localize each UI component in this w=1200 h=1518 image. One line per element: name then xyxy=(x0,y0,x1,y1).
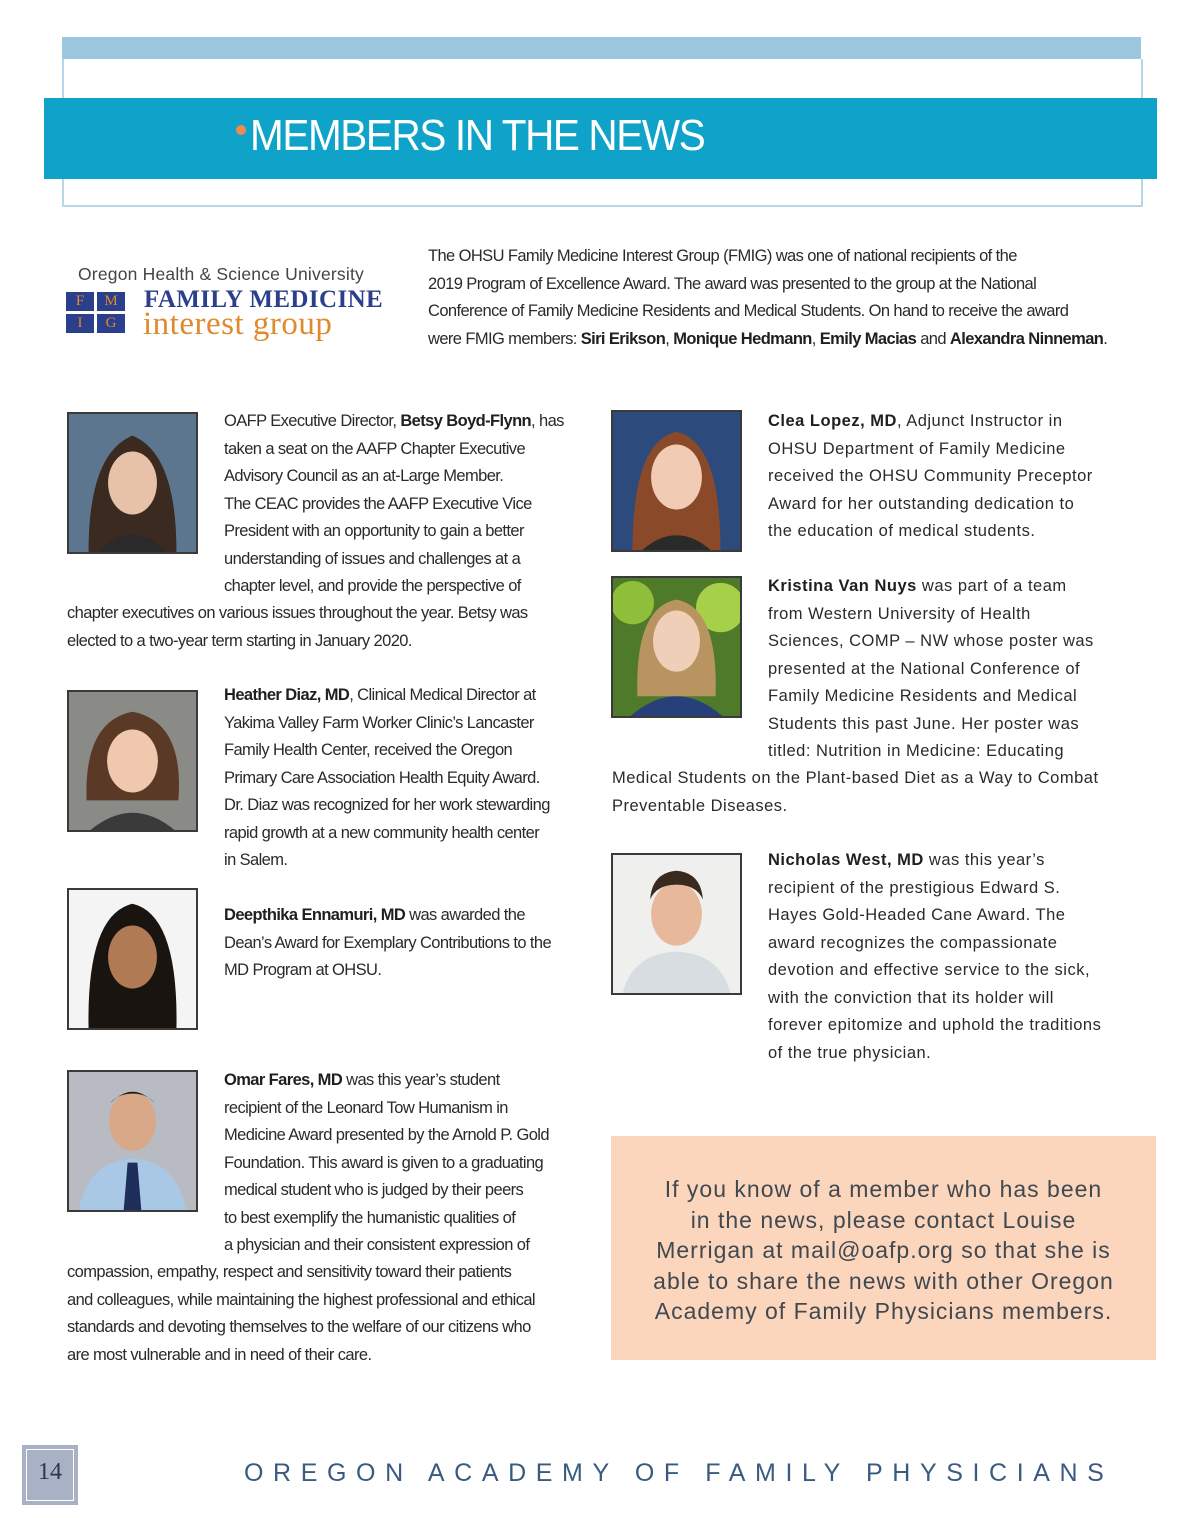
contact-note-box xyxy=(611,1136,1156,1360)
logo-letter-grid xyxy=(66,292,126,334)
betsy-story-top: OAFP Executive Director, Betsy Boyd-Flynn, has taken a seat on the AAFP Chapter Executive Advisory Council as an at-Large Member. The CEAC provides the AAFP Executive Vice President with an opportunity to gain a better understanding of issues and challenges at a chapter level, and provide the perspective of xyxy=(224,412,564,595)
photo-deepthika xyxy=(67,888,198,1030)
photo-omar xyxy=(67,1070,198,1212)
heather-story: Heather Diaz, MD, Clinical Medical Director at Yakima Valley Farm Worker Clinic’s Lancaster Family Health Center, received the Oregon Primary Care Association Health Equity Award. Dr. Diaz was recognized for her work stewarding rapid growth at a new community health center in Salem. xyxy=(224,686,550,869)
logo-letter: M xyxy=(97,292,125,311)
fmig-story-line: Conference of Family Medicine Residents and Medical Students. On hand to receive the award xyxy=(428,302,1069,320)
kristina-story-bottom: Medical Students on the Plant-based Diet as a Way to Combat Preventable Diseases. xyxy=(612,769,1099,815)
fmig-story-line: were FMIG members: Siri Erikson, Monique Hedmann, Emily Macias and Alexandra Ninneman. xyxy=(428,329,1108,348)
logo-interest-group: interest group xyxy=(143,306,333,342)
page-number-box xyxy=(22,1445,78,1505)
footer-title: OREGON ACADEMY OF FAMILY PHYSICIANS xyxy=(244,1459,1114,1487)
contact-note-text: If you know of a member who has been in the news, please contact Louise Merrigan at mail@oafp.org so that she is able to share the news with other Oregon Academy of Family Physicians members. xyxy=(653,1176,1114,1324)
omar-story-top: Omar Fares, MD was this year’s student recipient of the Leonard Tow Humanism in Medicine Award presented by the Arnold P. Gold Foundation. This award is given to a graduating medical student who is judged by their peers to best exemplify the humanistic qualities of a physician and their consistent expression of xyxy=(224,1071,549,1254)
logo-letter: F xyxy=(66,292,94,311)
logo-university-name: Oregon Health & Science University xyxy=(78,264,364,284)
header-bullet-icon xyxy=(236,125,246,135)
page-number: 14 xyxy=(38,1459,62,1485)
betsy-story-bottom: chapter executives on various issues throughout the year. Betsy was elected to a two-year term starting in January 2020. xyxy=(67,604,528,650)
member-name: Clea Lopez, MD xyxy=(768,412,897,430)
fmig-logo xyxy=(66,262,412,344)
member-name: Kristina Van Nuys xyxy=(768,577,917,595)
kristina-story-top: Kristina Van Nuys was part of a team from Western University of Health Sciences, COMP – NW whose poster was presented at the National Conference of Family Medicine Residents and Medical Students this past June. Her poster was titled: Nutrition in Medicine: Educating xyxy=(768,577,1094,760)
logo-letter: G xyxy=(97,314,125,333)
member-name: Emily Macias xyxy=(819,329,917,348)
clea-story: Clea Lopez, MD, Adjunct Instructor in OHSU Department of Family Medicine received the OHSU Community Preceptor Award for her outstanding dedication to the education of medical students. xyxy=(768,412,1093,540)
header-top-strip xyxy=(62,37,1141,59)
member-name: Monique Hedmann xyxy=(673,329,812,348)
member-name: Alexandra Ninneman xyxy=(949,329,1104,348)
member-name: Omar Fares, MD xyxy=(224,1071,343,1089)
photo-nicholas xyxy=(611,853,742,995)
photo-clea xyxy=(611,410,742,552)
deepthika-story: Deepthika Ennamuri, MD was awarded the Dean’s Award for Exemplary Contributions to the MD Program at OHSU. xyxy=(224,906,552,979)
logo-letter: I xyxy=(66,314,94,333)
photo-kristina xyxy=(611,576,742,718)
photo-heather xyxy=(67,690,198,832)
omar-story-bottom: compassion, empathy, respect and sensitivity toward their patients and colleagues, while maintaining the highest professional and ethical standards and devoting themselves to the welfare of our citizens who are most vulnerable and in need of their care. xyxy=(67,1263,536,1364)
member-name: Betsy Boyd-Flynn xyxy=(400,412,532,430)
member-name: Deepthika Ennamuri, MD xyxy=(224,906,406,924)
member-name: Heather Diaz, MD xyxy=(224,686,350,704)
page-title: MEMBERS IN THE NEWS xyxy=(250,111,705,160)
nicholas-story: Nicholas West, MD was this year’s recipient of the prestigious Edward S. Hayes Gold-Headed Cane Award. The award recognizes the compassionate devotion and effective service to the sick, with the conviction that its holder will forever epitomize and uphold the traditions of the true physician. xyxy=(768,851,1102,1062)
fmig-story-line: The OHSU Family Medicine Interest Group (FMIG) was one of national recipients of the xyxy=(428,247,1017,265)
photo-betsy xyxy=(67,412,198,554)
fmig-story xyxy=(428,243,1168,353)
member-name: Nicholas West, MD xyxy=(768,851,924,869)
member-name: Siri Erikson xyxy=(580,329,666,348)
logo-family-medicine: FAMILY MEDICINE xyxy=(144,286,384,313)
fmig-story-line: 2019 Program of Excellence Award. The award was presented to the group at the National xyxy=(428,274,1037,293)
